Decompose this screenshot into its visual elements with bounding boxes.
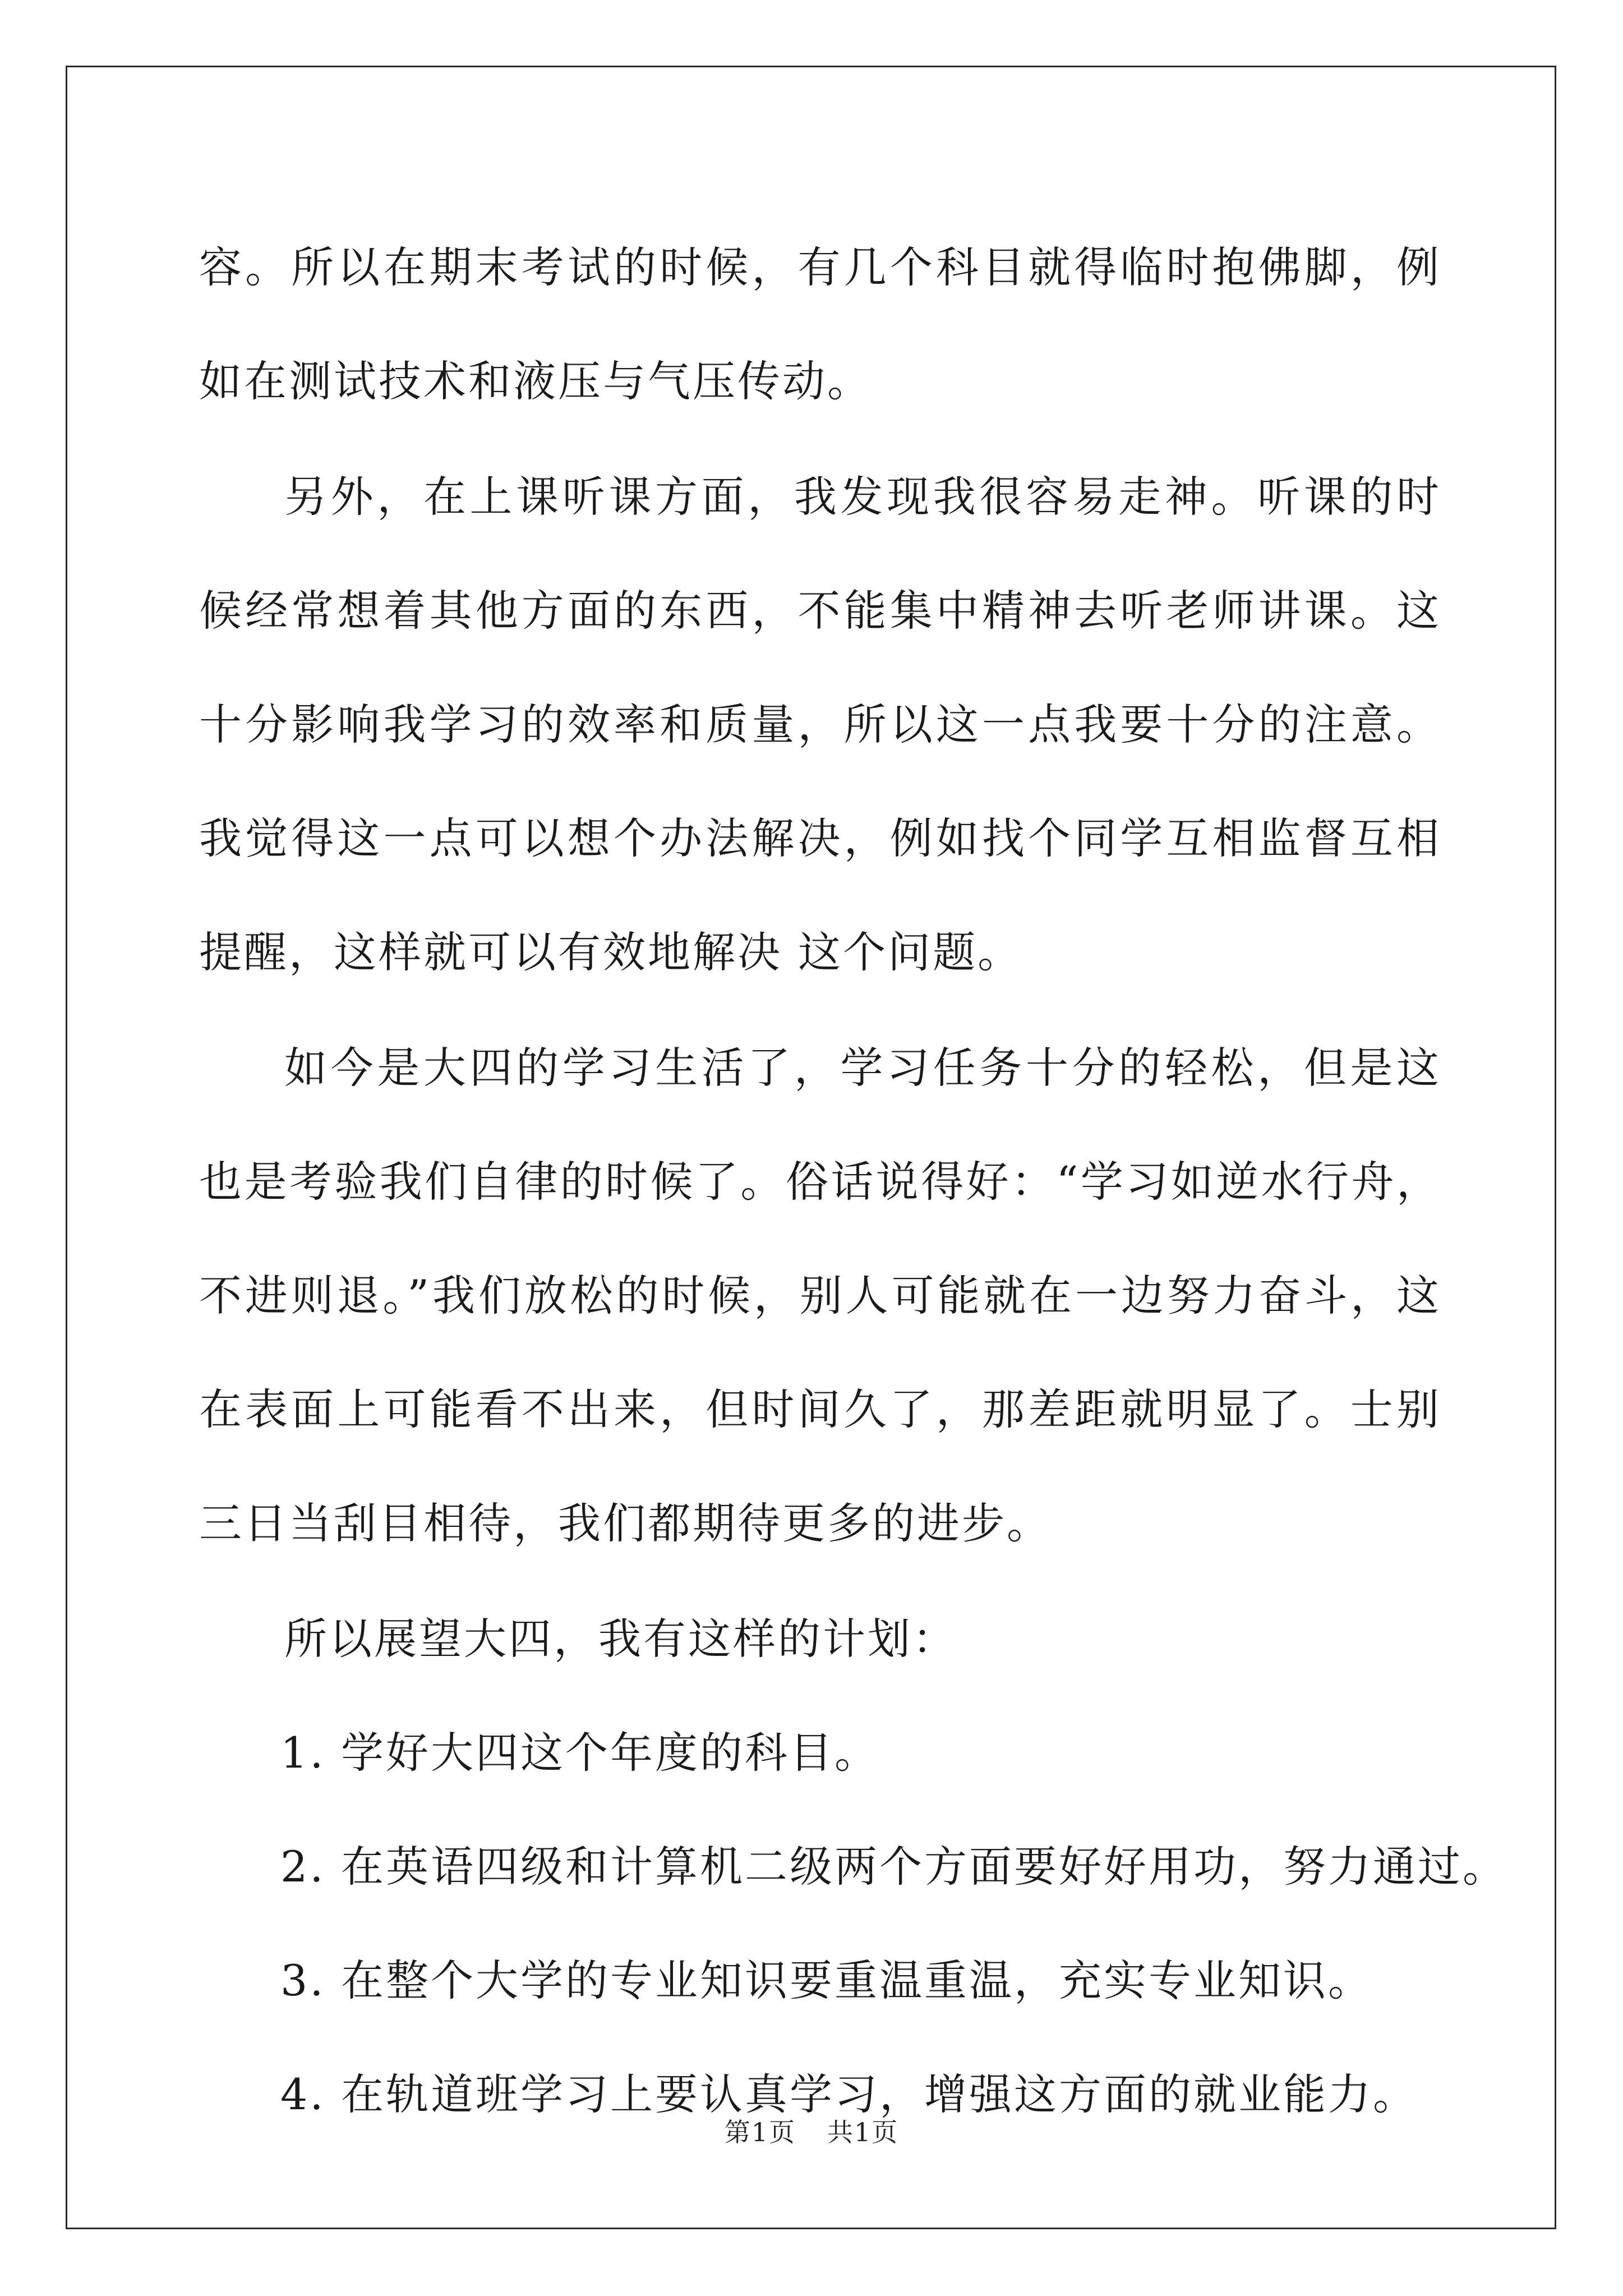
list-item-text: 在整个大学的专业知识要重温重温，充实专业知识。 bbox=[341, 1955, 1373, 2005]
list-item-text: 在轨道班学习上要认真学习，增强这方面的就业能力。 bbox=[341, 2069, 1418, 2119]
paragraph-1: 容。所以在期末考试的时候，有几个科目就得临时抱佛脚，例如在测试技术和液压与气压传动。 bbox=[199, 242, 1441, 406]
paragraph-2: 另外，在上课听课方面，我发现我很容易走神。听课的时候经常想着其他方面的东西，不能集中精神去听老师讲课。这十分影响我学习的效率和质量，所以这一点我要十分的注意。我觉得这一点可以想个办法解决，例如找个同学互相监督互相提醒，这样就可以有效地解决 这个问题。 bbox=[199, 472, 1441, 977]
document-body bbox=[199, 210, 1507, 2151]
list-item-text: 学好大四这个年度的科目。 bbox=[341, 1728, 879, 1778]
list-item bbox=[199, 1924, 1441, 2037]
list-item-number: 2. bbox=[280, 1842, 326, 1892]
list-item-number: 1. bbox=[280, 1728, 326, 1778]
list-item bbox=[199, 1810, 1507, 1924]
list-item-number: 4. bbox=[280, 2069, 326, 2119]
plan-list bbox=[199, 1696, 1507, 2151]
page-number: 第1页 bbox=[724, 2117, 796, 2147]
list-item-text: 在英语四级和计算机二级两个方面要好好用功，努力通过。 bbox=[341, 1842, 1507, 1892]
page-footer bbox=[0, 2112, 1623, 2149]
paragraph-3: 如今是大四的学习生活了，学习任务十分的轻松，但是这也是考验我们自律的时候了。俗话说得好：“学习如逆水行舟，不进则退。”我们放松的时候，别人可能就在一边努力奋斗，这在表面上可能看不出来，但时间久了，那差距就明显了。士别三日当刮目相待，我们都期待更多的进步。 bbox=[199, 1043, 1441, 1548]
list-item bbox=[199, 1696, 1441, 1810]
page-total: 共1页 bbox=[827, 2117, 899, 2147]
list-item-number: 3. bbox=[280, 1955, 326, 2005]
paragraph-4: 所以展望大四，我有这样的计划： bbox=[284, 1614, 957, 1664]
